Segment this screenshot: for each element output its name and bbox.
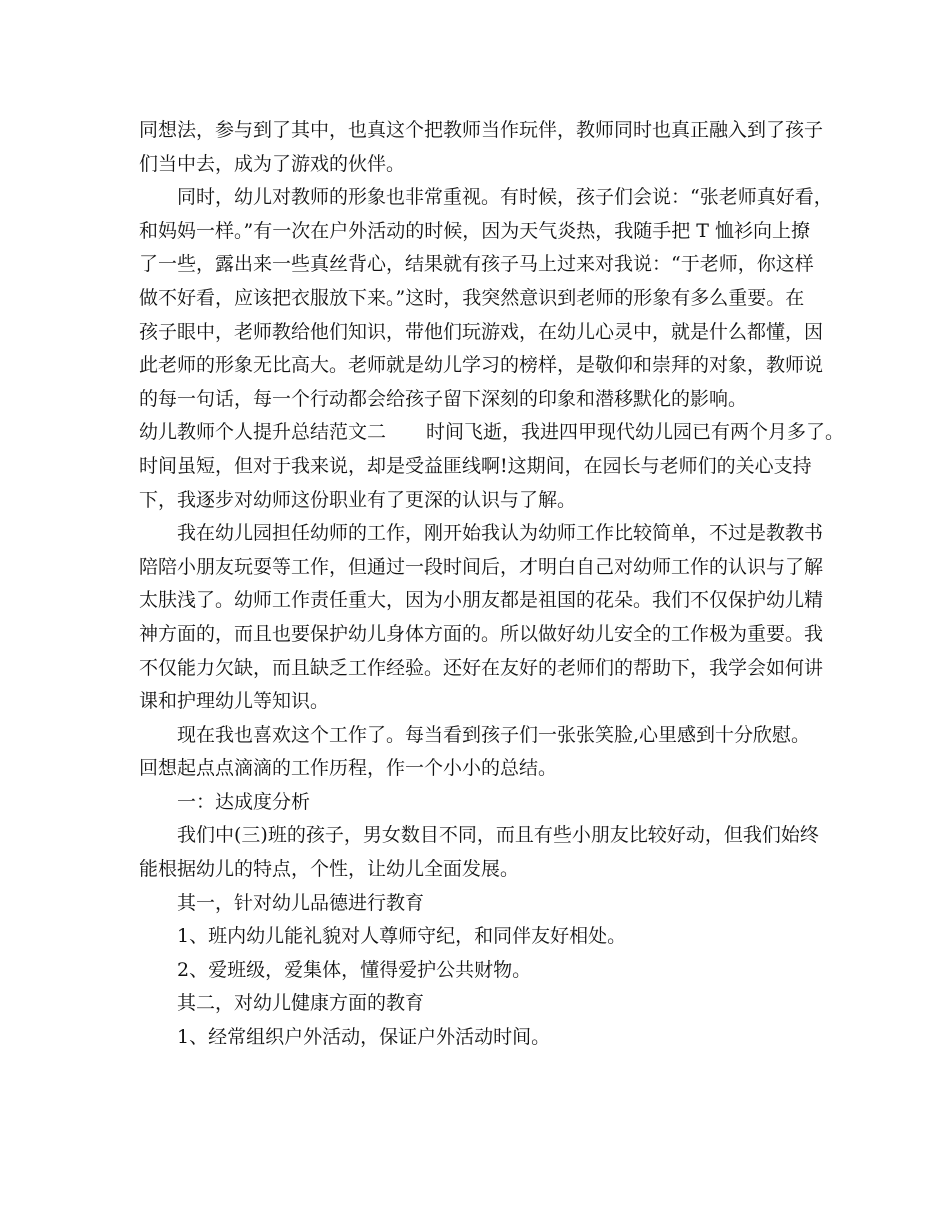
text-line: 太肤浅了。幼师工作责任重大，因为小朋友都是祖国的花朵。我们不仅保护幼儿精 — [139, 589, 824, 612]
text-line: 我们中(三)班的孩子，男女数目不同，而且有些小朋友比较好动，但我们始终 — [177, 824, 819, 847]
subheading-line: 其二，对幼儿健康方面的教育 — [177, 992, 425, 1015]
text-line: 此老师的形象无比高大。老师就是幼儿学习的榜样，是敬仰和崇拜的对象，教师说 — [139, 354, 824, 377]
section-heading-line — [139, 417, 845, 447]
subheading-line: 一：达成度分析 — [177, 790, 311, 813]
text-line: 我在幼儿园担任幼师的工作，刚开始我认为幼师工作比较简单，不过是教教书 — [177, 522, 824, 545]
text-line: 孩子眼中，老师教给他们知识，带他们玩游戏，在幼儿心灵中，就是什么都懂，因 — [139, 320, 824, 343]
text-line: 回想起点点滴滴的工作历程，作一个小小的总结。 — [139, 757, 558, 780]
text-line: 做不好看，应该把衣服放下来。”这时，我突然意识到老师的形象有多么重要。在 — [139, 286, 805, 309]
text-line: 的每一句话，每一个行动都会给孩子留下深刻的印象和潜移默化的影响。 — [139, 387, 748, 410]
text-line: 下，我逐步对幼师这份职业有了更深的认识与了解。 — [139, 488, 577, 511]
list-item: 1、班内幼儿能礼貌对人尊师守纪，和同伴友好相处。 — [177, 925, 627, 948]
subheading-line: 其一，针对幼儿品德进行教育 — [177, 891, 425, 914]
text-line: 和妈妈一样。”有一次在户外活动的时候，因为天气炎热，我随手把 T 恤衫向上撩 — [139, 219, 810, 242]
text-line: 现在我也喜欢这个工作了。每当看到孩子们一张张笑脸,心里感到十分欣慰。 — [177, 723, 811, 746]
document-body — [139, 115, 845, 1056]
text-line: 时间虽短，但对于我来说，却是受益匪线啊!这期间，在园长与老师们的关心支持 — [139, 454, 812, 477]
text-line: 神方面的，而且也要保护幼儿身体方面的。所以做好幼儿安全的工作极为重要。我 — [139, 622, 824, 645]
text-line: 不仅能力欠缺，而且缺乏工作经验。还好在友好的老师们的帮助下，我学会如何讲 — [139, 656, 824, 679]
text-line: 们当中去，成为了游戏的伙伴。 — [139, 152, 406, 175]
text-line: 能根据幼儿的特点，个性，让幼儿全面发展。 — [139, 858, 520, 881]
text-line: 陪陪小朋友玩耍等工作，但通过一段时间后，才明白自己对幼师工作的认识与了解 — [139, 555, 824, 578]
text-line: 同时，幼儿对教师的形象也非常重视。有时候，孩子们会说：“张老师真好看， — [177, 186, 833, 209]
text-line: 同想法，参与到了其中，也真这个把教师当作玩伴，教师同时也真正融入到了孩子 — [139, 119, 824, 141]
list-item: 1、经常组织户外活动，保证户外活动时间。 — [177, 1026, 551, 1049]
section-heading: 幼儿教师个人提升总结范文二 — [139, 421, 387, 444]
list-item: 2、爱班级，爱集体，懂得爱护公共财物。 — [177, 958, 532, 981]
heading-tail-text: 时间飞逝，我进四甲现代幼儿园已有两个月多了。 — [426, 421, 845, 444]
text-line: 课和护理幼儿等知识。 — [139, 690, 330, 713]
text-line: 了一些，露出来一些真丝背心，结果就有孩子马上过来对我说：“于老师，你这样 — [139, 253, 814, 276]
